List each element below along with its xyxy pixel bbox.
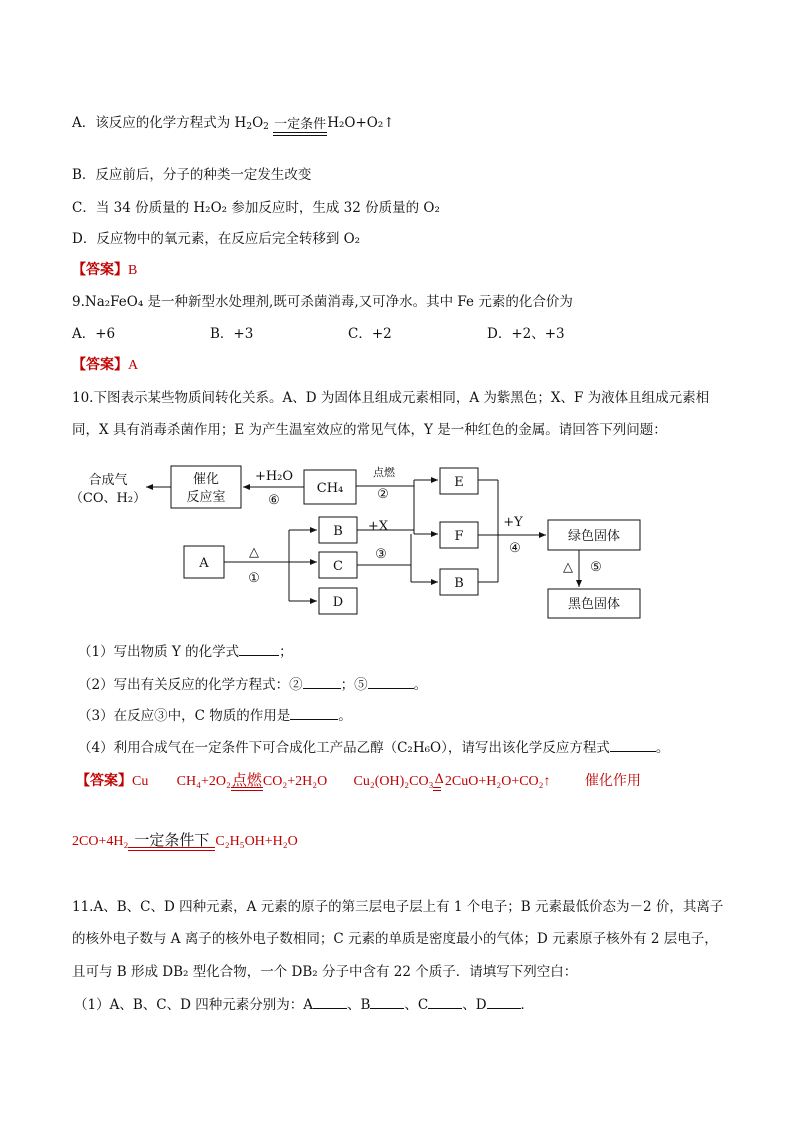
q8-option-a: A．该反应的化学方程式为 $H_2O_2$ 一定条件 H₂O+O₂↑ <box>72 114 395 136</box>
answer-eq2-condition <box>433 773 444 791</box>
q11-sub-1-c: 、C <box>404 997 429 1013</box>
q8-answer <box>72 261 137 280</box>
q11-line-2: 的核外电子数与 A 离子的核外电子数相同；C 元素的单质是密度最小的气体；D 元素原子核外有 2 层电子， <box>72 931 718 947</box>
q9-option-c: C．+2 <box>348 326 392 342</box>
step-3-label: ③ <box>375 547 387 562</box>
b-top-label: B <box>333 524 343 539</box>
answer-eq2-left: Cu₂(OH)₂CO₃ <box>353 774 434 789</box>
q10-stem-line-2: 同，X 具有消毒杀菌作用；E 为产生温室效应的常见气体，Y 是一种红色的金属。请回答下列问题： <box>72 422 667 438</box>
answer-label: 【答案】 <box>72 357 128 373</box>
answer-eq1-condition-label: 点燃 <box>231 771 262 789</box>
q10-sub-1 <box>78 643 293 661</box>
answer-blank <box>487 1008 521 1009</box>
plus-h2o-label: +H₂O <box>254 469 294 484</box>
answer-catalysis: 催化作用 <box>584 773 641 789</box>
a-label: A <box>199 556 209 571</box>
q10-sub-1-end: ； <box>279 644 293 660</box>
q10-sub-2-mid: ；⑤ <box>340 677 368 693</box>
delta-1-label: △ <box>249 545 259 560</box>
q10-sub-2-end: 。 <box>413 677 428 693</box>
answer-blank <box>303 688 341 689</box>
q11-sub-1-b: 、B <box>346 997 371 1013</box>
answer-label: 【答案】 <box>72 262 128 278</box>
green-solid-label: 绿色固体 <box>567 529 621 544</box>
step-5-label: ⑤ <box>590 560 602 575</box>
q10-sub-4-text: （4）利用合成气在一定条件下可合成化工产品乙醇（C₂H₆O），请写出该化学反应方程式 <box>78 740 610 756</box>
answer-eq3-left: 2CO+4H₂ <box>72 834 129 849</box>
q8-option-a-products: H₂O+O₂↑ <box>327 115 395 131</box>
q8-option-a-prefix: A．该反应的化学方程式为 H <box>72 115 247 131</box>
q8-option-c: C．当 34 份质量的 H₂O₂ 参加反应时，生成 32 份质量的 O₂ <box>72 200 440 216</box>
syngas-label-line-1: 合成气 <box>88 473 128 488</box>
reactor-label-line-2: 反应室 <box>186 490 226 505</box>
answer-cu: Cu <box>132 774 149 789</box>
answer-value: A <box>128 358 139 373</box>
syngas-label-line-2: （CO、H₂） <box>69 491 147 506</box>
q10-sub-4-end: 。 <box>655 740 670 756</box>
answer-eq1-right: CO₂+2H₂O <box>262 774 328 789</box>
q9-option-b: B．+3 <box>210 326 254 342</box>
step-1-label: ① <box>248 571 260 586</box>
answer-blank <box>313 1008 347 1009</box>
answer-eq3-right: C₂H₅OH+H₂O <box>215 834 298 849</box>
q11-line-1: 11.A、B、C、D 四种元素，A 元素的原子的第三层电子层上有 1 个电子；B 元素最低价态为－2 价，其离子 <box>72 899 724 915</box>
answer-blank <box>370 1008 404 1009</box>
answer-eq3-condition-label: 一定条件下 <box>134 831 210 849</box>
d-label: D <box>332 595 344 610</box>
plus-x-label: +X <box>367 519 389 534</box>
q10-sub-2 <box>78 676 427 694</box>
q8-condition-label: 一定条件 <box>274 117 327 132</box>
f-label: F <box>454 529 464 544</box>
reactor-label-line-1: 催化 <box>192 472 220 487</box>
answer-blank <box>368 688 414 689</box>
q8-option-d: D．反应物中的氧元素，在反应后完全转移到 O₂ <box>72 231 361 247</box>
q11-sub-1-text: （1）A、B、C、D 四种元素分别为：A <box>74 997 313 1013</box>
delta-5-label: △ <box>563 560 573 575</box>
step-2-label: ② <box>377 487 389 502</box>
b-bottom-label: B <box>454 576 464 591</box>
ignite-label: 点燃 <box>373 466 395 479</box>
q9-option-d: D．+2、+3 <box>487 326 565 342</box>
answer-blank <box>239 655 279 656</box>
answer-eq2-condition-label: Δ <box>434 772 444 787</box>
answer-blank <box>290 719 338 720</box>
q11-sub-1-d: 、D <box>462 997 487 1013</box>
reaction-diagram <box>0 458 794 628</box>
q10-stem-line-1: 10.下图表示某些物质间转化关系。A、D 为固体且组成元素相同，A 为紫黑色；X、F 为液体且组成元素相 <box>72 390 710 406</box>
answer-value: B <box>128 263 138 278</box>
q8-option-b: B．反应前后，分子的种类一定发生改变 <box>72 167 312 183</box>
answer-blank <box>428 1008 462 1009</box>
q10-answer-eq3 <box>72 832 298 851</box>
answer-eq1-left: CH₄+2O₂ <box>176 774 231 789</box>
q10-sub-3-end: 。 <box>338 708 352 724</box>
answer-label: 【答案】 <box>76 773 132 789</box>
q10-sub-3-text: （3）在反应③中，C 物质的作用是 <box>78 708 291 724</box>
q9-stem: 9.Na₂FeO₄ 是一种新型水处理剂,既可杀菌消毒,又可净水。其中 Fe 元素的化合价为 <box>72 294 573 310</box>
answer-blank <box>610 751 656 752</box>
black-solid-label: 黑色固体 <box>567 597 621 612</box>
step-6-label: ⑥ <box>268 493 280 508</box>
q11-sub-1-end: ． <box>520 997 535 1013</box>
q10-sub-2-text: （2）写出有关反应的化学方程式：② <box>78 677 303 693</box>
q11-sub-1 <box>74 996 534 1014</box>
answer-eq3-condition <box>128 833 215 851</box>
q9-option-a: A．+6 <box>72 326 116 342</box>
q11-line-3: 且可与 B 形成 DB₂ 型化合物，一个 DB₂ 分子中含有 22 个质子．请填写下列空白： <box>72 964 578 980</box>
q10-answer <box>76 772 641 802</box>
q8-condition-arrow <box>273 118 327 136</box>
c-label: C <box>333 559 343 574</box>
e-label: E <box>454 475 464 490</box>
answer-eq1-condition <box>231 773 263 791</box>
q10-sub-4 <box>78 739 669 757</box>
step-4-label: ④ <box>509 541 521 556</box>
plus-y-label: +Y <box>503 515 523 530</box>
q10-sub-1-text: （1）写出物质 Y 的化学式 <box>78 644 240 660</box>
q10-sub-3 <box>78 707 352 725</box>
answer-eq2-right: 2CuO+H₂O+CO₂↑ <box>444 774 551 789</box>
q9-answer <box>72 356 138 375</box>
ch4-label: CH₄ <box>316 481 344 496</box>
